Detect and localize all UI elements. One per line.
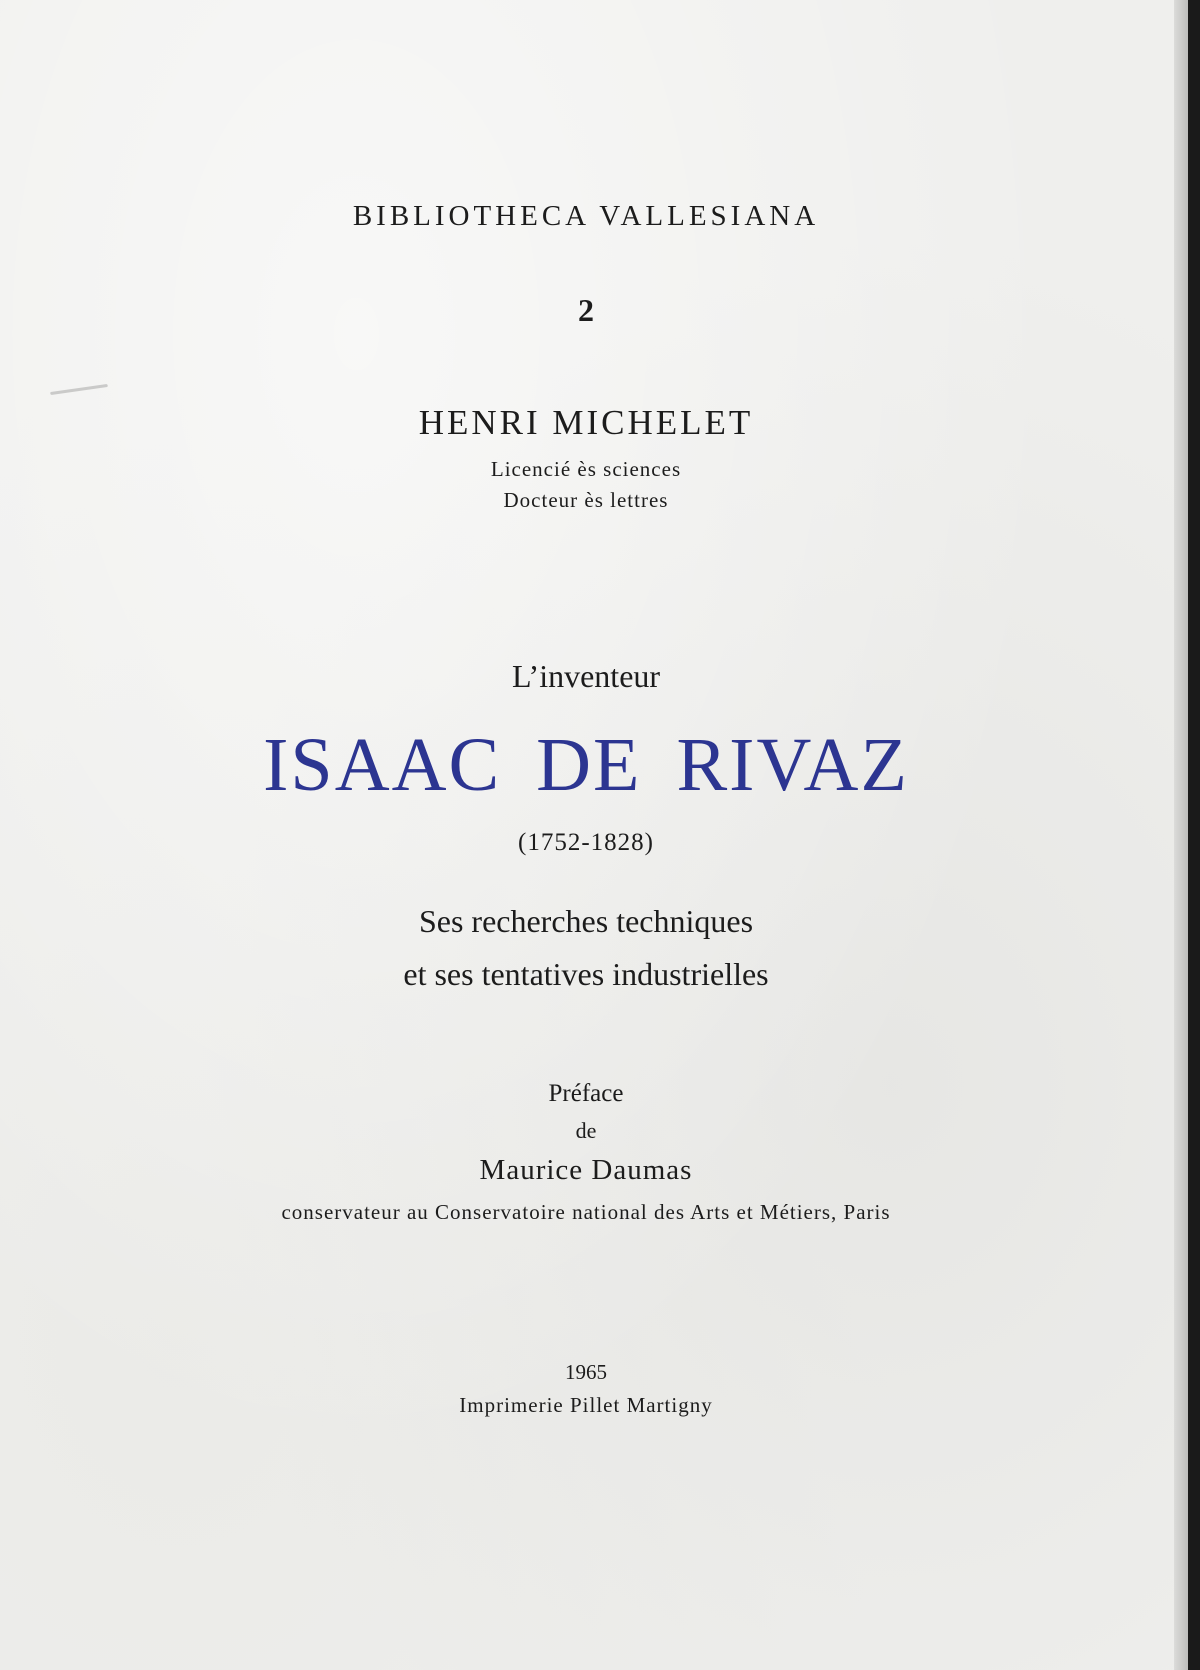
- pretitle: L’inventeur: [511, 658, 661, 694]
- publication-year: 1965: [565, 1360, 607, 1384]
- author-name: HENRI MICHELET: [418, 403, 754, 442]
- author-credential: Docteur ès lettres: [503, 488, 669, 512]
- paper-smudge: [50, 384, 108, 395]
- preface-label: Préface: [548, 1080, 624, 1107]
- printer-name: Imprimerie Pillet Martigny: [459, 1393, 713, 1417]
- subtitle-line: Ses recherches techniques: [418, 903, 754, 939]
- author-credential: Licencié ès sciences: [490, 457, 682, 481]
- page-edge: [1174, 0, 1188, 1670]
- series-name: BIBLIOTHECA VALLESIANA: [352, 200, 820, 232]
- book-title: ISAAC DE RIVAZ: [263, 723, 909, 807]
- subtitle-line: et ses tentatives industrielles: [403, 956, 769, 992]
- life-dates: (1752-1828): [518, 829, 654, 856]
- preface-author-role: conservateur au Conservatoire national des Arts et Métiers, Paris: [281, 1200, 891, 1224]
- preface-author: Maurice Daumas: [479, 1154, 693, 1186]
- preface-connector: de: [575, 1118, 597, 1143]
- volume-number: 2: [578, 292, 594, 328]
